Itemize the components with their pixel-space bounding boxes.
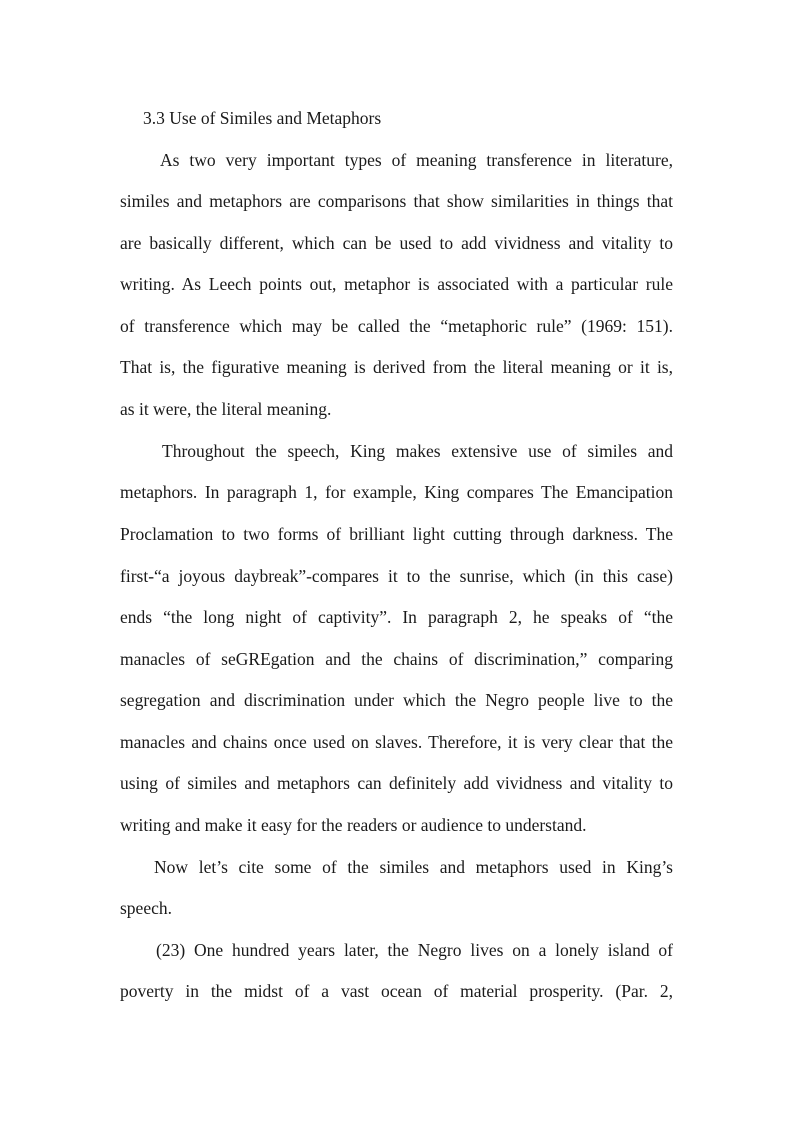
paragraph-2-line-2: metaphors. In paragraph 1, for example, King compares The Emancipation [120, 482, 673, 502]
paragraph-1-line-4: writing. As Leech points out, metaphor is associated with a particular rule [120, 274, 673, 294]
paragraph-3-line-2: speech. [120, 898, 172, 918]
paragraph-4-line-2: poverty in the midst of a vast ocean of material prosperity. (Par. 2, [120, 981, 673, 1001]
paragraph-1-line-2: similes and metaphors are comparisons that show similarities in things that [120, 191, 673, 211]
paragraph-2-line-6: manacles of seGREgation and the chains of discrimination,” comparing [120, 649, 673, 669]
paragraph-2-line-9: using of similes and metaphors can definitely add vividness and vitality to [120, 773, 673, 793]
paragraph-2-line-3: Proclamation to two forms of brilliant light cutting through darkness. The [120, 524, 673, 544]
paragraph-1-line-3: are basically different, which can be used to add vividness and vitality to [120, 233, 673, 253]
paragraph-2-line-7: segregation and discrimination under which the Negro people live to the [120, 690, 673, 710]
paragraph-1-line-1: As two very important types of meaning transference in literature, [160, 150, 673, 170]
section-heading: 3.3 Use of Similes and Metaphors [143, 108, 382, 128]
paragraph-3-line-1: Now let’s cite some of the similes and metaphors used in King’s [154, 857, 673, 877]
paragraph-2-line-8: manacles and chains once used on slaves. Therefore, it is very clear that the [120, 732, 673, 752]
paragraph-2-line-4: first-“a joyous daybreak”-compares it to the sunrise, which (in this case) [120, 566, 673, 586]
paragraph-2-line-10: writing and make it easy for the readers or audience to understand. [120, 815, 587, 835]
paragraph-2-line-1: Throughout the speech, King makes extensive use of similes and [162, 441, 673, 461]
paragraph-4-line-1: (23) One hundred years later, the Negro lives on a lonely island of [156, 940, 673, 960]
paragraph-1-line-7: as it were, the literal meaning. [120, 399, 332, 419]
paragraph-1-line-5: of transference which may be called the “metaphoric rule” (1969: 151). [120, 316, 673, 336]
paragraph-1-line-6: That is, the figurative meaning is derived from the literal meaning or it is, [120, 357, 673, 377]
paragraph-2-line-5: ends “the long night of captivity”. In paragraph 2, he speaks of “the [120, 607, 673, 627]
